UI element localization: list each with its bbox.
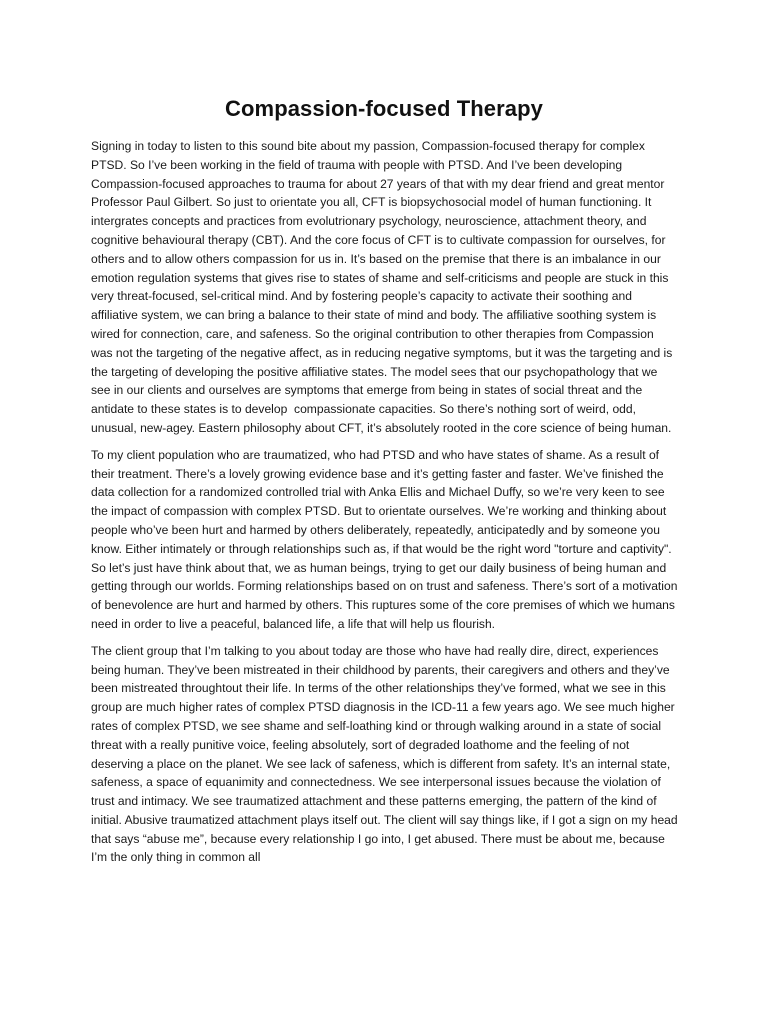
paragraph: Signing in today to listen to this sound bite about my passion, Compassion-focused therapy for complex PTSD. So I’ve been working in the field of trauma with people with PTSD. And I’ve been developing Compassion-focused approaches to trauma for about 27 years of that with my dear friend and great mentor Professor Paul Gilbert. So just to orientate you all, CFT is biopsychosocial model of human functioning. It intergrates concepts and practices from evolutrionary psychology, neuroscience, attachment theory, and cognitive behavioural therapy (CBT). And the core focus of CFT is to cultivate compassion for ourselves, for others and to allow others compassion for us in. It’s based on the premise that there is an imbalance in our emotion regulation systems that gives rise to states of shame and self-criticisms and people are stuck in this very threat-focused, sel-critical mind. And by fostering people’s capacity to activate their soothing and affiliative system, we can bring a balance to their state of mind and body. The affiliative soothing system is wired for connection, care, and safeness. So the original contribution to other therapies from Compassion was not the targeting of the negative affect, as in reducing negative symptoms, but it was the targeting and is the targeting of developing the positive affiliative states. The model sees that our psychopathology that we see in our clients and ourselves are symptoms that emerge from being in states of social threat and the antidate to these states is to develop compassionate capacities. So there’s nothing sort of weird, odd, unusual, new-agey. Eastern philosophy about CFT, it’s absolutely rooted in the core science of being human. xyxy=(91,139,676,435)
paragraph: The client group that I’m talking to you about today are those who have had really dire, direct, experiences being human. They’ve been mistreated in their childhood by parents, their caregivers and others and they’ve been mistreated throughtout their life. In terms of the other relationships they’ve formed, what we see in this group are much higher rates of complex PTSD diagnosis in the ICD-11 a few years ago. We see much higher rates of complex PTSD, we see shame and self-loathing kind or through walking around in a state of social threat with a really punitive voice, feeling absolutely, sort of degraded loathome and the feeling of not deserving a place on the planet. We see lack of safeness, which is different from safety. It’s an internal state, safeness, a space of equanimity and connectedness. We see interpersonal issues because the violation of trust and intimacy. We see traumatized attachment and these patterns emerging, the pattern of the kind of initial. Abusive traumatized attachment plays itself out. The client will say things like, if I got a sign on my head that says “abuse me”, because every relationship I go into, I get abused. There must be about me, because I’m the only thing in common all xyxy=(91,643,681,865)
document-body xyxy=(91,137,681,875)
paragraph: To my client population who are traumatized, who had PTSD and who have states of shame. As a result of their treatment. There’s a lovely growing evidence base and it’s getting faster and faster. We’ve finished the data collection for a randomized controlled trial with Anka Ellis and Michael Duffy, so we’re very keen to see the impact of compassion with complex PTSD. But to orientate ourselves. We’re working and thinking about people who’ve been hurt and harmed by others deliberately, repeatedly, anticipatedly and by someone you know. Either intimately or through relationships such as, if that would be the right word "torture and captivity". So let’s just have think about that, we as human beings, trying to get our daily business of being human and getting through our worlds. Forming relationships based on on trust and safeness. There’s sort of a motivation of benevolence are hurt and harmed by others. This ruptures some of the core premises of which we humans need in order to live a peaceful, balanced life, a life that will help us flourish. xyxy=(91,447,681,631)
document-title: Compassion-focused Therapy xyxy=(225,96,543,121)
